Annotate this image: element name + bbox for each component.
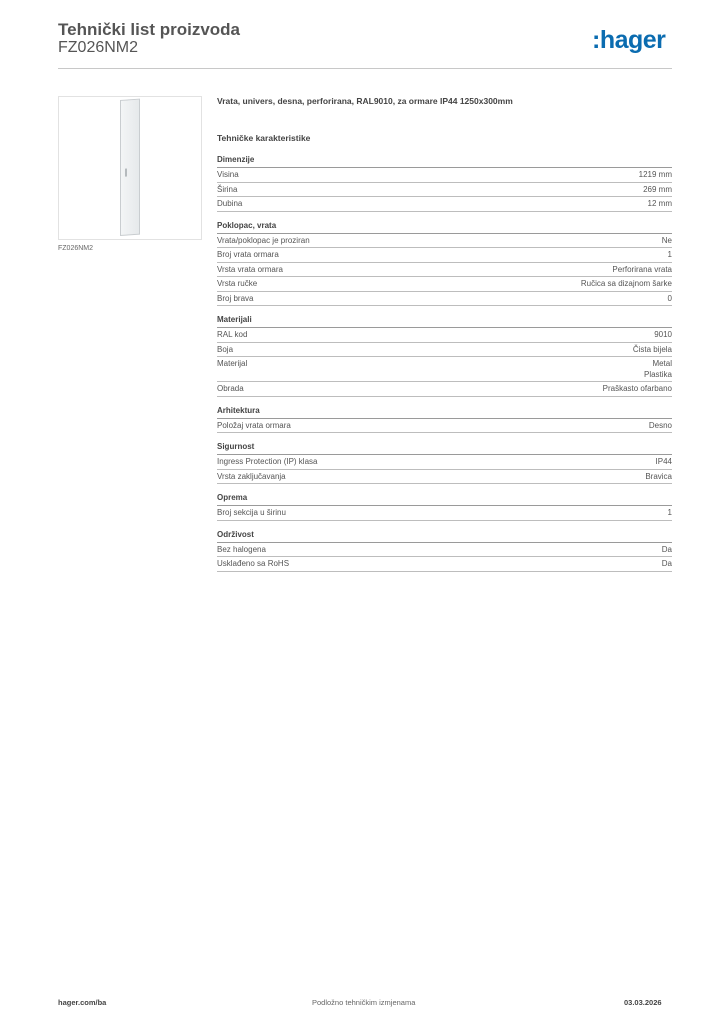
- spec-label: Usklađeno sa RoHS: [217, 559, 290, 568]
- spec-row: [217, 263, 672, 278]
- product-description: Vrata, univers, desna, perforirana, RAL9010, za ormare IP44 1250x300mm: [217, 96, 513, 106]
- spec-value: [648, 199, 672, 210]
- spec-value: [656, 457, 672, 468]
- spec-row: [217, 248, 672, 263]
- spec-value: [668, 294, 672, 305]
- spec-row: [217, 506, 672, 521]
- door-handle-shape: [125, 169, 127, 177]
- spec-heading: Tehničke karakteristike: [217, 133, 311, 143]
- footer-notice: Podložno tehničkim izmjenama: [312, 998, 416, 1007]
- spec-value-line: 12 mm: [647, 199, 672, 208]
- spec-value-line: Plastika: [643, 369, 672, 379]
- spec-value-line: Da: [661, 544, 672, 554]
- spec-value: [633, 345, 672, 356]
- spec-value-line: Bravica: [645, 471, 672, 481]
- product-code: FZ026NM2: [58, 39, 139, 56]
- spec-value-line: 0: [667, 293, 672, 303]
- section-title: Arhitektura: [217, 405, 672, 419]
- spec-section: [217, 492, 672, 521]
- spec-sections: [217, 154, 672, 572]
- section-title: Oprema: [217, 492, 672, 506]
- hager-logo: :hager: [592, 26, 666, 54]
- spec-row: [217, 557, 672, 572]
- spec-value: [649, 421, 672, 432]
- spec-section: [217, 154, 672, 212]
- spec-value: [662, 236, 672, 247]
- spec-label: Obrada: [217, 384, 244, 393]
- spec-value-line: Perforirana vrata: [612, 264, 672, 274]
- spec-row: [217, 343, 672, 358]
- spec-row: [217, 357, 672, 382]
- spec-section: [217, 405, 672, 434]
- spec-value-line: 9010: [654, 330, 672, 339]
- spec-section: [217, 314, 672, 397]
- spec-label: Vrsta ručke: [217, 279, 258, 288]
- section-title: Održivost: [217, 529, 672, 543]
- spec-value: [662, 545, 672, 556]
- footer-date: 03.03.2026: [624, 998, 662, 1007]
- spec-row: [217, 168, 672, 183]
- spec-value-line: IP44: [655, 457, 672, 466]
- spec-label: Visina: [217, 170, 239, 179]
- spec-value-line: Metal: [652, 359, 672, 368]
- spec-value: [654, 330, 672, 341]
- spec-value-line: Čista bijela: [632, 344, 672, 354]
- spec-value: [603, 384, 672, 395]
- spec-value: [668, 250, 672, 261]
- spec-label: Boja: [217, 344, 234, 354]
- spec-value: [644, 359, 672, 380]
- spec-label: Vrsta vrata ormara: [217, 264, 283, 274]
- spec-row: [217, 419, 672, 434]
- spec-row: [217, 292, 672, 307]
- spec-label: Broj vrata ormara: [217, 250, 279, 259]
- spec-value: [581, 279, 672, 290]
- spec-value: [662, 559, 672, 570]
- spec-label: Ingress Protection (IP) klasa: [217, 457, 318, 466]
- spec-row: [217, 234, 672, 249]
- spec-label: Broj sekcija u širinu: [217, 508, 286, 517]
- spec-label: Vrsta zaključavanja: [217, 471, 286, 481]
- spec-value: [668, 508, 672, 519]
- spec-value-line: Da: [661, 559, 672, 568]
- spec-row: [217, 328, 672, 343]
- section-title: Sigurnost: [217, 441, 672, 455]
- spec-value: [643, 185, 672, 196]
- spec-label: Broj brava: [217, 293, 254, 303]
- spec-section: [217, 441, 672, 484]
- footer-website: hager.com/ba: [58, 998, 107, 1007]
- spec-row: [217, 543, 672, 558]
- spec-value-line: Ne: [661, 235, 672, 245]
- spec-label: Vrata/poklopac je proziran: [217, 235, 310, 245]
- section-title: Dimenzije: [217, 154, 672, 168]
- spec-value-line: 1: [667, 250, 672, 259]
- spec-value: [612, 265, 672, 276]
- spec-label: Širina: [217, 184, 238, 194]
- spec-row: [217, 183, 672, 198]
- spec-value-line: 269 mm: [643, 184, 672, 194]
- spec-value: [639, 170, 672, 181]
- door-illustration: [120, 99, 140, 236]
- spec-row: [217, 382, 672, 397]
- spec-section: [217, 529, 672, 572]
- spec-row: [217, 470, 672, 485]
- spec-row: [217, 455, 672, 470]
- spec-value-line: 1: [667, 508, 672, 517]
- spec-label: Materijal: [217, 359, 248, 368]
- section-title: Materijali: [217, 314, 672, 328]
- header-divider: [58, 68, 672, 69]
- product-image: [58, 96, 202, 240]
- spec-label: Bez halogena: [217, 544, 266, 554]
- spec-section: [217, 220, 672, 307]
- spec-value-line: Desno: [648, 420, 672, 430]
- spec-value: [645, 472, 672, 483]
- spec-value-line: 1219 mm: [638, 170, 672, 179]
- spec-value-line: Ručica sa dizajnom šarke: [580, 279, 672, 288]
- section-title: Poklopac, vrata: [217, 220, 672, 234]
- image-caption: FZ026NM2: [58, 245, 94, 252]
- spec-label: Položaj vrata ormara: [217, 420, 291, 430]
- page-title: Tehnički list proizvoda: [58, 20, 240, 39]
- spec-value-line: Praškasto ofarbano: [602, 384, 672, 393]
- spec-label: RAL kod: [217, 330, 248, 339]
- spec-row: [217, 197, 672, 212]
- spec-row: [217, 277, 672, 292]
- specification-area: [217, 96, 672, 580]
- spec-label: Dubina: [217, 199, 243, 208]
